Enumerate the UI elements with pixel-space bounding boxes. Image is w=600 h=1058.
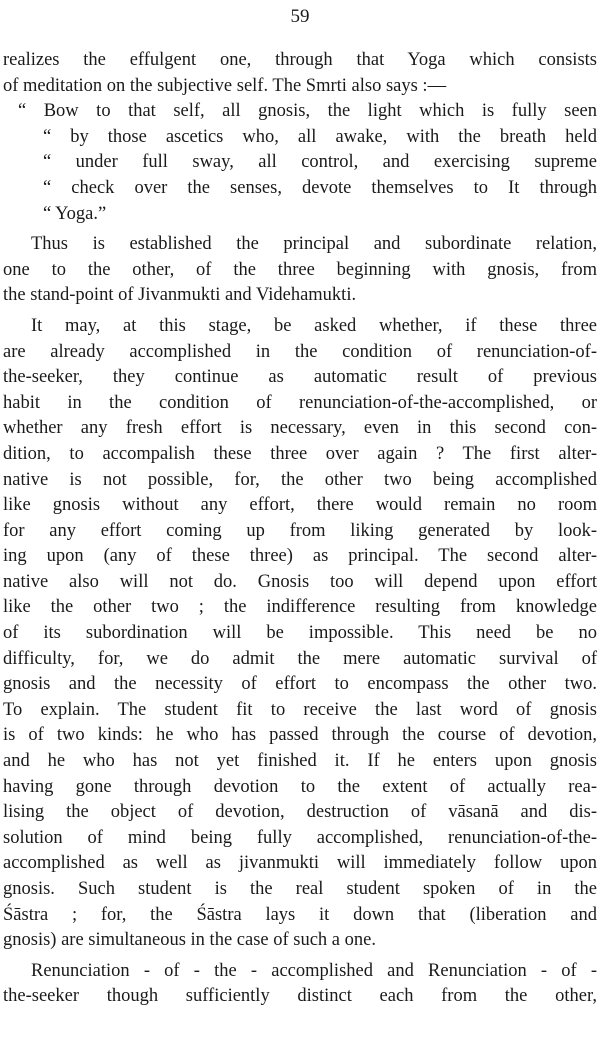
text-line: native is not possible, for, the other two being accomplished [3,469,597,490]
text-line: Renunciation - of - the - accomplished and Renunciation - of - [31,960,597,981]
text-line: are already accomplished in the condition of renunciation-of- [3,341,597,362]
quote-line: “ by those ascetics who, all awake, with the breath held [43,126,597,147]
text-line: dition, to accompalish these three over again ? The first alter- [3,443,597,464]
text-line: It may, at this stage, be asked whether, if these three [31,315,597,336]
text-line: whether any fresh effort is necessary, even in this second con- [3,418,597,439]
page-number: 59 [290,6,310,27]
body-text [3,48,597,1010]
text-line: one to the other, of the three beginning with gnosis, from [3,259,597,280]
text-line: ing upon (any of these three) as principal. The second alter- [3,546,597,567]
text-line: habit in the condition of renunciation-of-the-accomplished, or [3,392,597,413]
text-line: for any effort coming up from liking generated by look- [3,520,597,541]
quote-line: “ under full sway, all control, and exercising supreme [43,152,597,173]
text-line: of its subordination will be impossible. This need be no [3,623,597,644]
text-line: solution of mind being fully accomplished, renunciation-of-the- [3,827,597,848]
text-line: To explain. The student fit to receive the last word of gnosis [3,699,597,720]
text-line: the-seeker, they continue as automatic result of previous [3,367,597,388]
text-line: native also will not do. Gnosis too will depend upon effort [3,571,597,592]
text-line: accomplished as well as jivanmukti will immediately follow upon [3,853,597,874]
quote-line: “ check over the senses, devote themselves to It through [43,177,597,198]
text-line: gnosis. Such student is the real student spoken of in the [3,879,597,899]
quote-line: “ Bow to that self, all gnosis, the light which is fully seen [18,101,597,122]
quote-line: “ Yoga.” [43,203,107,224]
text-line: gnosis) are simultaneous in the case of such a one. [3,930,376,951]
text-line: lising the object of devotion, destruction of vāsanā and dis- [3,802,597,823]
text-line: is of two kinds: he who has passed through the course of devotion, [3,725,597,746]
text-line: the-seeker though sufficiently distinct each from the other, [3,986,597,1007]
text-line: having gone through devotion to the extent of actually rea- [3,776,597,797]
text-line: realizes the effulgent one, through that Yoga which consists [3,50,597,70]
text-line: Thus is established the principal and subordinate relation, [31,234,597,255]
text-line: the stand-point of Jivanmukti and Videhamukti. [3,285,357,306]
text-line: like gnosis without any effort, there would remain no room [3,495,597,516]
text-line: difficulty, for, we do admit the mere automatic survival of [3,648,597,669]
text-line: gnosis and the necessity of effort to encompass the other two. [3,674,597,695]
text-line: like the other two ; the indifference resulting from knowledge [3,597,597,618]
text-line: of meditation on the subjective self. The Smrti also says :— [3,75,447,96]
text-line: and he who has not yet finished it. If he enters upon gnosis [3,751,597,772]
text-line: Śāstra ; for, the Śāstra lays it down that (liberation and [3,904,597,925]
